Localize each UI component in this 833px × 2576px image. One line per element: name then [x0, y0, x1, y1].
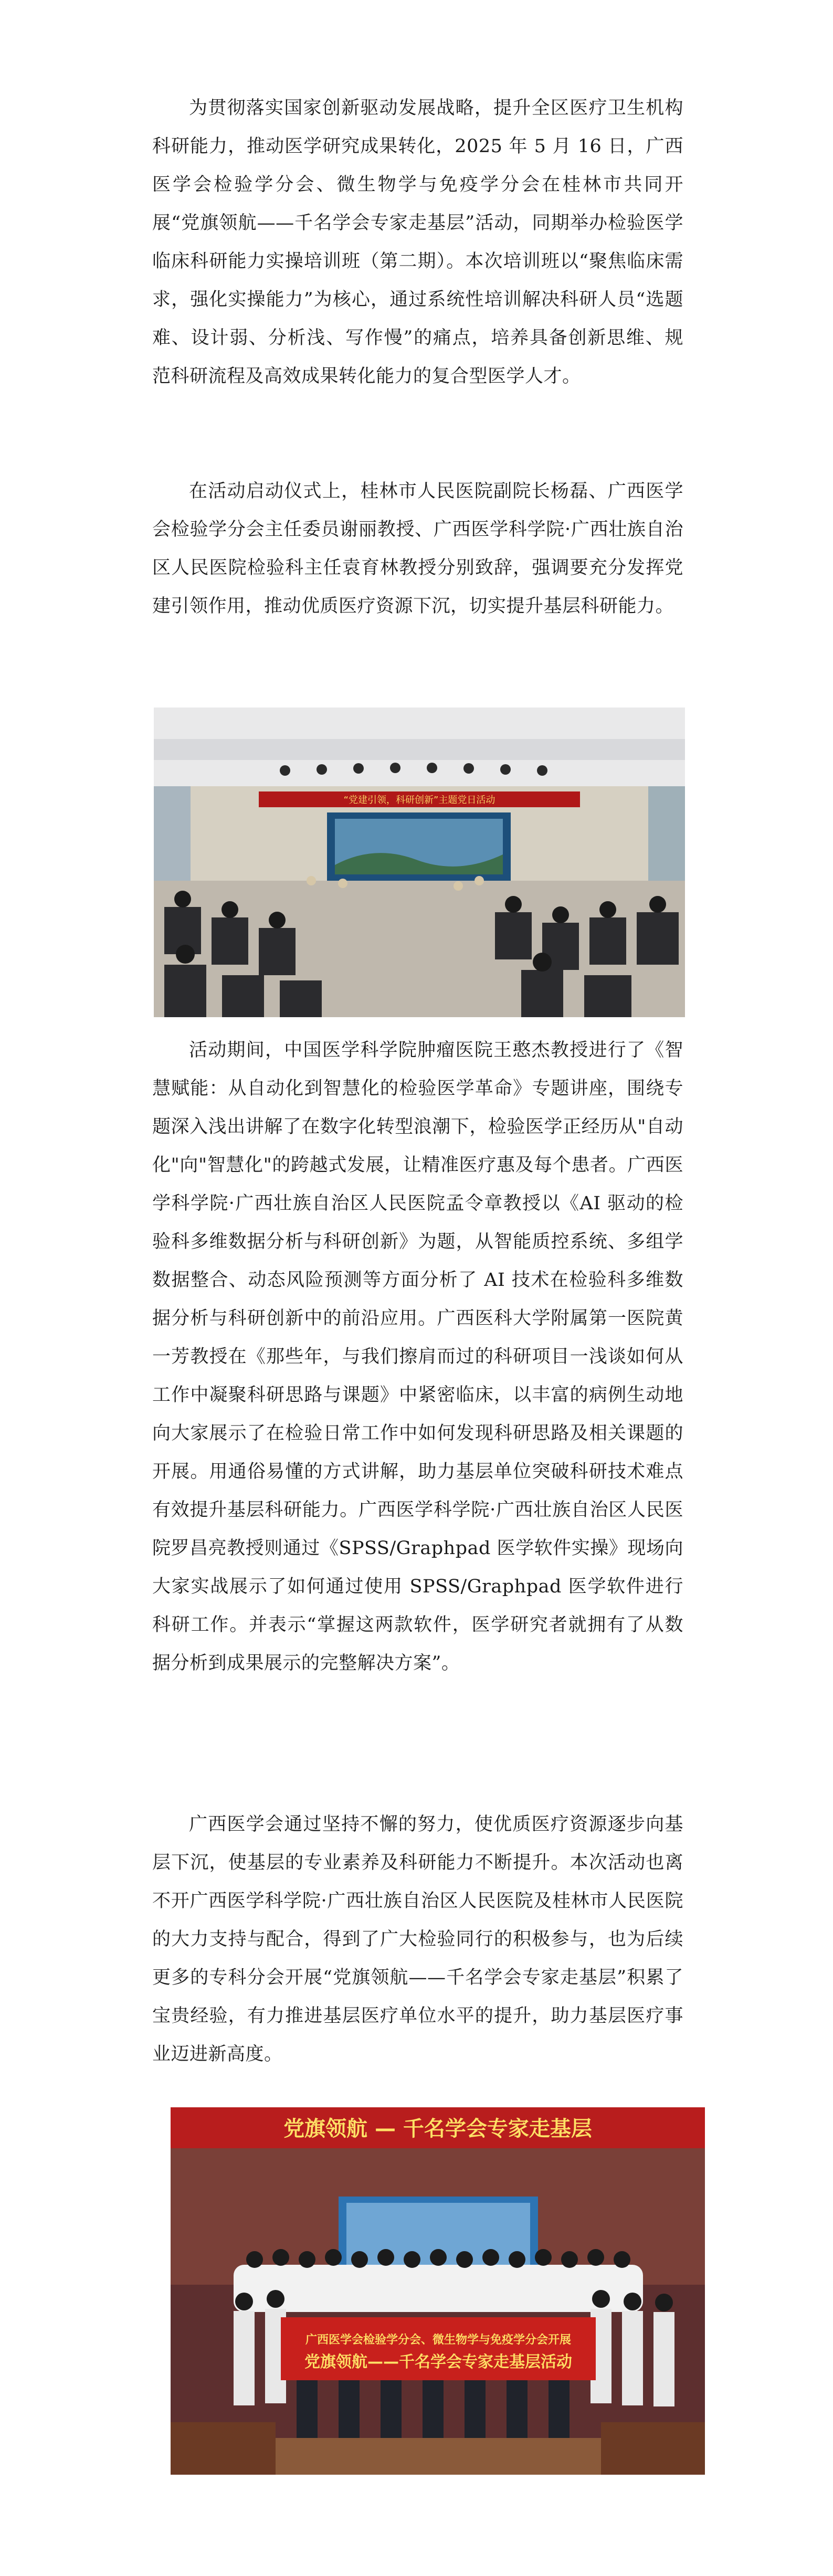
article-paragraph-4: 广西医学会通过坚持不懈的努力，使优质医疗资源逐步向基层下沉，使基层的专业素养及科研能力不断提升。本次活动也离不开广西医学科学院·广西壮族自治区人民医院及桂林市人民医院的大力支持与配合，得到了广大检验同行的积极参与，也为后续更多的专科分会开展“党旗领航——千名学会专家走基层”积累了宝贵经验，有力推进基层医疗单位水平的提升，助力基层医疗事业迈进新高度。	[152, 1814, 683, 2065]
top-banner-text: 党旗领航 — 千名学会专家走基层	[283, 2117, 592, 2141]
group-photo	[171, 2107, 705, 2475]
conference-hall-photo	[154, 708, 685, 1017]
article-paragraph-1: 为贯彻落实国家创新驱动发展战略，提升全区医疗卫生机构科研能力，推动医学研究成果转化，2025 年 5 月 16 日，广西医学会检验学分会、微生物学与免疫学分会在桂林市共同开展“党旗领航——千名学会专家走基层”活动，同期举办检验医学临床科研能力实操培训班（第二期）。本次培训班以“聚焦临床需求，强化实操能力”为核心，通过系统性培训解决科研人员“选题难、设计弱、分析浅、写作慢”的痛点，培养具备创新思维、规范科研流程及高效成果转化能力的复合型医学人才。	[152, 98, 683, 387]
article-paragraph-3: 活动期间，中国医学科学院肿瘤医院王憨杰教授进行了《智慧赋能：从自动化到智慧化的检验医学革命》专题讲座，围绕专题深入浅出讲解了在数字化转型浪潮下，检验医学正经历从"自动化"向"智慧化"的跨越式发展，让精准医疗惠及每个患者。广西医学科学院·广西壮族自治区人民医院孟令章教授以《AI 驱动的检验科多维数据分析与科研创新》为题，从智能质控系统、多组学数据整合、动态风险预测等方面分析了 AI 技术在检验科多维数据分析与科研创新中的前沿应用。广西医科大学附属第一医院黄一芳教授在《那些年，与我们擦肩而过的科研项目一浅谈如何从工作中凝聚科研思路与课题》中紧密临床，以丰富的病例生动地向大家展示了在检验日常工作中如何发现科研思路及相关课题的开展。用通俗易懂的方式讲解，助力基层单位突破科研技术难点有效提升基层科研能力。广西医学科学院·广西壮族自治区人民医院罗昌亮教授则通过《SPSS/Graphpad 医学软件实操》现场向大家实战展示了如何通过使用 SPSS/Graphpad 医学软件进行科研工作。并表示“掌握这两款软件，医学研究者就拥有了从数据分析到成果展示的完整解决方案”。	[152, 1040, 683, 1674]
held-banner-line-1: 广西医学会检验学分会、微生物学与免疫学分会开展	[305, 2334, 572, 2347]
held-banner-line-2: 党旗领航——千名学会专家走基层活动	[304, 2353, 572, 2371]
article-paragraph-2: 在活动启动仪式上，桂林市人民医院副院长杨磊、广西医学会检验学分会主任委员谢丽教授、广西医学科学院·广西壮族自治区人民医院检验科主任袁育林教授分别致辞，强调要充分发挥党建引领作用，推动优质医疗资源下沉，切实提升基层科研能力。	[152, 481, 683, 617]
screen-banner-text: “党建引领，科研创新”主题党日活动	[343, 795, 495, 806]
